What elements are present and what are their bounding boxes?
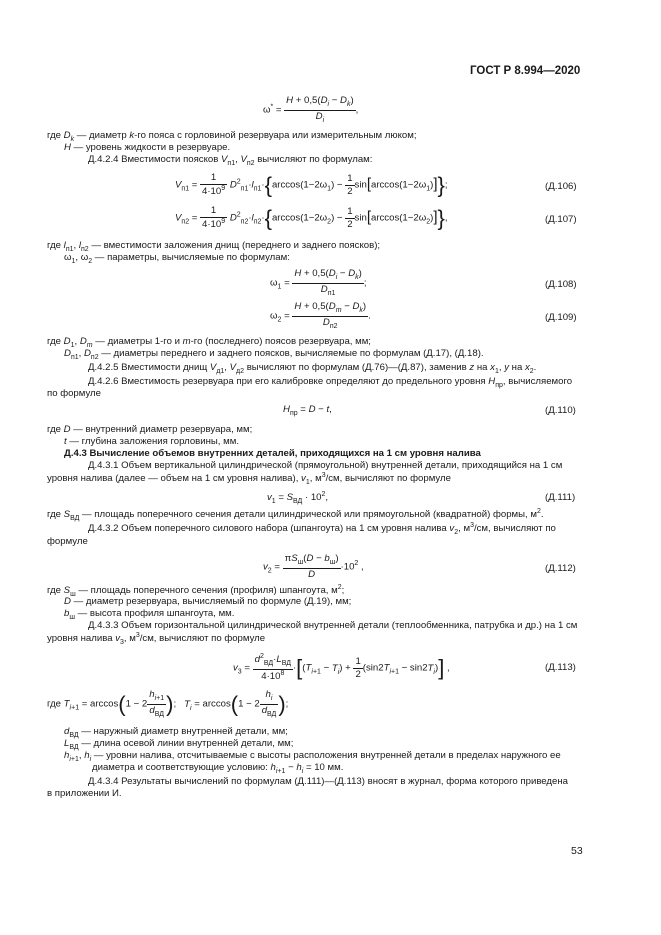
text-line: $b_ш$ — высота профиля шпангоута, мм. <box>64 608 235 621</box>
text-line: $L_{ВД}$ — длина осевой линии внутренней детали, мм; <box>64 738 294 751</box>
formula-omega-star: ω* = $\frac{H + 0,5(D_i - D_k)}{D_i}$ , <box>263 95 359 124</box>
text-line: где D — внутренний диаметр резервуара, мм; <box>47 424 253 435</box>
equation-number: (Д.113) <box>545 662 576 673</box>
formula-d112: $v_2$ = $\frac{\pi S_ш(D - b_ш)}{D}$ $\cdot 10^2$ , <box>263 553 364 580</box>
text-line: по формуле <box>47 388 101 399</box>
text-line: уровня налива $v_3$, $м^3/см$, вычисляют по формуле <box>47 632 266 647</box>
text-line: t — глубина заложения горловины, мм. <box>64 436 239 447</box>
formula-d108: $\omega_1$ = $\frac{H + 0,5(D_i - D_k)}{D_{п1}}$ ; <box>270 268 367 297</box>
text-line: диаметра и соответствующие условию: $h_{i+1} - h_i = 10$ мм. <box>92 762 344 775</box>
text-line: Д.4.3.3 Объем горизонтальной цилиндрической внутренней детали (теплообменника, патрубка и др.) на 1 см <box>88 620 578 631</box>
text-line: где $D_k$ — диаметр k-го пояса с горловиной резервуара или измерительным люком; <box>47 130 417 143</box>
text-line: Д.4.3.4 Результаты вычислений по формулам (Д.111)—(Д.113) вносят в журнал, форма которого приведена <box>88 776 569 787</box>
text-line: D — диаметр резервуара, вычисляемый по формуле (Д.19), мм; <box>64 596 352 607</box>
formula-d111: $v_1 = S_{ВД} \cdot 10^2$, <box>267 491 329 506</box>
formula-d106: $V_{п1}$ = $\frac{1}{4\cdot 10^9}$ $D^2_{п1}\cdot l_{п1}\cdot\{\arccos(1-2\omega_1)$ − $\frac{1}{2}$ $\sin[\arccos(1-2\omega_1)]$}; <box>175 172 448 198</box>
text-line: $h_{i+1}$, $h_i$ — уровни налива, отсчитываемые с высоты расположения внутренней детали в пределах наружного ее <box>64 750 561 763</box>
text-line: $\omega_1$, $\omega_2$ — параметры, вычисляемые по формулам: <box>64 252 290 265</box>
equation-number: (Д.111) <box>545 492 576 503</box>
text-line: Д.4.2.4 Вместимости поясков $V_{п1}$, $V_{п2}$ вычисляют по формулам: <box>88 154 373 167</box>
formula-d109: $\omega_2$ = $\frac{H + 0,5(D_m - D_k)}{D_{п2}}$ . <box>270 301 371 330</box>
text-line: где $S_ш$ — площадь поперечного сечения (профиля) шпангоута, $м^2$; <box>47 584 345 599</box>
text-line: где $S_{ВД}$ — площадь поперечного сечения детали цилиндрической или прямоугольной (квадратной) формы, $м^2$. <box>47 508 544 523</box>
text-line: H — уровень жидкости в резервуаре. <box>64 142 231 153</box>
equation-number: (Д.107) <box>545 214 577 225</box>
text-line: $D_{п1}$, $D_{п2}$ — диаметры переднего и заднего поясков, вычисляемые по формулам (Д.17), (Д.18). <box>64 348 484 361</box>
text-line: в приложении И. <box>47 788 122 799</box>
text-line: Д.4.3.2 Объем поперечного силового набора (шпангоута) на 1 см уровня налива $v_2$, $м^3/см$, вычисляют по <box>88 522 556 537</box>
equation-number: (Д.108) <box>545 279 577 290</box>
equation-number: (Д.106) <box>545 181 577 192</box>
text-line: Д.4.2.6 Вместимость резервуара при его калибровке определяют до предельного уровня $H_{пр}$, вычисляемого <box>88 376 573 389</box>
text-line: Д.4.3.1 Объем вертикальной цилиндрической (прямоугольной) внутренней детали, приходящийся на 1 см <box>88 460 563 471</box>
text-line: где $l_{п1}$, $l_{п2}$ — вместимости заложения днищ (переднего и заднего поясков); <box>47 240 381 253</box>
text-line: Д.4.2.5 Вместимости днищ $V_{д1}$, $V_{д2}$ вычисляют по формулам (Д.76)—(Д.87), заменив z на $x_1$, y на $x_2$. <box>88 362 537 375</box>
formula-d110: $H_{пр} = D - t$, <box>283 404 332 417</box>
equation-number: (Д.109) <box>545 312 577 323</box>
section-heading: Д.4.3 Вычисление объемов внутренних деталей, приходящихся на 1 см уровня налива <box>64 448 481 459</box>
document-header: ГОСТ Р 8.994—2020 <box>470 65 581 77</box>
equation-number: (Д.110) <box>545 405 576 416</box>
page-number: 53 <box>571 845 583 857</box>
formula-d113: $v_3$ = $\frac{d^2_{ВД}\cdot L_{ВД}}{4\cdot 10^8}$ $\cdot[(T_{i+1} - T_i)$ + $\frac{1}{2}$ $(\sin 2T_{i+1} - \sin 2T_i)$] , <box>233 653 450 683</box>
text-line: уровня налива (далее — объем на 1 см уровня налива), $v_1$, $м^3/см$, вычисляют по формуле <box>47 472 451 487</box>
text-line: $d_{ВД}$ — наружный диаметр внутренней детали, мм; <box>64 726 288 739</box>
text-line: где $D_1$, $D_m$ — диаметры 1-го и m-го (последнего) поясов резервуара, мм; <box>47 336 371 349</box>
formula-t-definitions: где $T_{i+1} = \arccos(1 - 2$ $\frac{h_{i+1}}{d_{ВД}}$ ); $T_i = \arccos(1 - 2$ $\frac{h_i}{d_{ВД}}$ ); <box>47 689 289 718</box>
equation-number: (Д.112) <box>545 563 576 574</box>
text-line: формуле <box>47 536 88 547</box>
formula-d107: $V_{п2}$ = $\frac{1}{4\cdot 10^9}$ $D^2_{п2}\cdot l_{п2}\cdot\{\arccos(1-2\omega_2)$ − $\frac{1}{2}$ $\sin[\arccos(1-2\omega_2)]$}, <box>175 205 448 231</box>
